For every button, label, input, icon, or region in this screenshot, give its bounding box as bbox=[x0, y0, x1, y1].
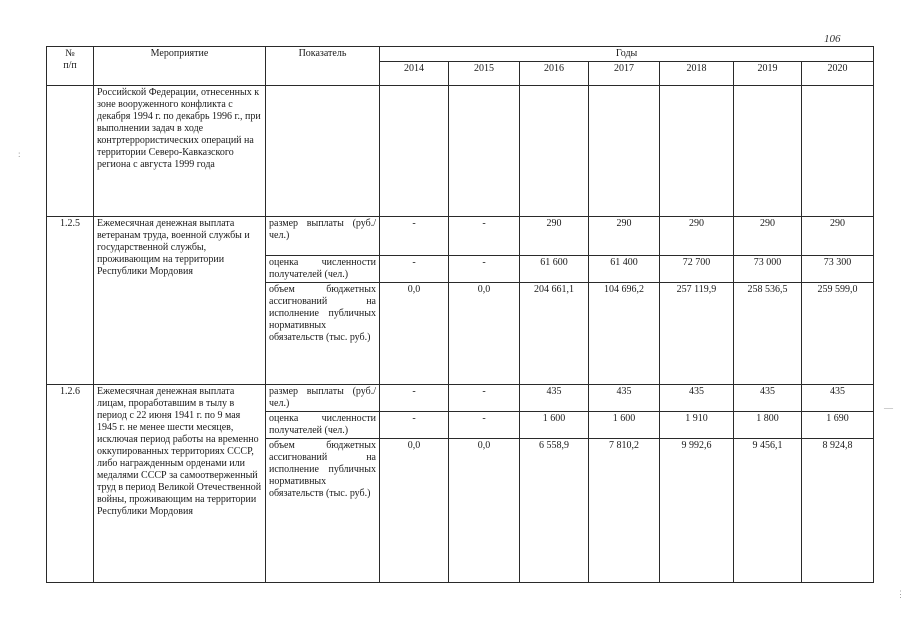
row-number bbox=[47, 86, 94, 217]
header-year: 2019 bbox=[734, 62, 802, 86]
value-cell: 1 800 bbox=[734, 412, 802, 439]
value-cell: 104 696,2 bbox=[589, 283, 660, 385]
value-cell: 1 600 bbox=[589, 412, 660, 439]
value-cell: 61 600 bbox=[520, 256, 589, 283]
value-cell: 290 bbox=[589, 217, 660, 256]
header-year: 2015 bbox=[449, 62, 520, 86]
value-cell: 435 bbox=[734, 385, 802, 412]
value-cell: - bbox=[380, 412, 449, 439]
value-cell: 435 bbox=[802, 385, 874, 412]
row-number: 1.2.5 bbox=[47, 217, 94, 385]
value-cell: 1 690 bbox=[802, 412, 874, 439]
header-year: 2020 bbox=[802, 62, 874, 86]
header-no: № п/п bbox=[47, 47, 94, 86]
value-cell: 73 300 bbox=[802, 256, 874, 283]
value-cell: 259 599,0 bbox=[802, 283, 874, 385]
value-cell bbox=[520, 86, 589, 217]
indicator-cell bbox=[266, 86, 380, 217]
indicator-cell: размер выплаты (руб./ чел.) bbox=[266, 217, 380, 256]
header-year: 2014 bbox=[380, 62, 449, 86]
activity-text: Ежемесячная денежная выплата ветеранам труда, военной службы и государственной службы, проживающим на территории Республики Мордовия bbox=[94, 217, 266, 385]
header-year: 2017 bbox=[589, 62, 660, 86]
value-cell bbox=[449, 86, 520, 217]
table-row bbox=[47, 217, 874, 256]
budget-table bbox=[46, 46, 874, 583]
value-cell: 0,0 bbox=[380, 439, 449, 583]
value-cell: 0,0 bbox=[449, 283, 520, 385]
value-cell: 435 bbox=[660, 385, 734, 412]
value-cell: - bbox=[449, 217, 520, 256]
scan-artifact: — bbox=[884, 403, 893, 413]
indicator-cell: объем бюджетных ассигнований на исполнение публичных нормативных обязательств (тыс. руб.) bbox=[266, 283, 380, 385]
row-number: 1.2.6 bbox=[47, 385, 94, 583]
value-cell: 73 000 bbox=[734, 256, 802, 283]
value-cell: 6 558,9 bbox=[520, 439, 589, 583]
value-cell: 290 bbox=[520, 217, 589, 256]
page-number: 106 bbox=[824, 33, 841, 45]
indicator-cell: объем бюджетных ассигнований на исполнение публичных нормативных обязательств (тыс. руб.) bbox=[266, 439, 380, 583]
value-cell: 1 600 bbox=[520, 412, 589, 439]
activity-text: Ежемесячная денежная выплата лицам, проработавшим в тылу в период с 22 июня 1941 г. по 9 мая 1945 г. не менее шести месяцев, исключая период работы на временно оккупированных территориях СССР, либо награжденным орденами или медалями СССР за самоотверженный труд в период Великой Отечественной войны, проживающим на территории Республики Мордовия bbox=[94, 385, 266, 583]
value-cell bbox=[380, 86, 449, 217]
value-cell: 61 400 bbox=[589, 256, 660, 283]
value-cell bbox=[734, 86, 802, 217]
value-cell: 435 bbox=[520, 385, 589, 412]
value-cell: 435 bbox=[589, 385, 660, 412]
value-cell: 0,0 bbox=[449, 439, 520, 583]
value-cell: 290 bbox=[734, 217, 802, 256]
value-cell: 1 910 bbox=[660, 412, 734, 439]
indicator-cell: оценка численности получателей (чел.) bbox=[266, 256, 380, 283]
activity-text: Российской Федерации, отнесенных к зоне вооруженного конфликта с декабря 1994 г. по декабрь 1996 г., при выполнении задач в ходе контртеррористических операций на территории Северо-Кавказского региона с августа 1999 года bbox=[94, 86, 266, 217]
value-cell: 9 456,1 bbox=[734, 439, 802, 583]
header-year: 2018 bbox=[660, 62, 734, 86]
value-cell: - bbox=[449, 256, 520, 283]
indicator-cell: оценка численности получателей (чел.) bbox=[266, 412, 380, 439]
value-cell: - bbox=[449, 412, 520, 439]
value-cell: 72 700 bbox=[660, 256, 734, 283]
header-years: Годы bbox=[380, 47, 874, 62]
value-cell bbox=[802, 86, 874, 217]
value-cell: 257 119,9 bbox=[660, 283, 734, 385]
value-cell: - bbox=[449, 385, 520, 412]
value-cell bbox=[589, 86, 660, 217]
header-year: 2016 bbox=[520, 62, 589, 86]
indicator-cell: размер выплаты (руб./ чел.) bbox=[266, 385, 380, 412]
value-cell: 9 992,6 bbox=[660, 439, 734, 583]
value-cell: 8 924,8 bbox=[802, 439, 874, 583]
header-activity: Мероприятие bbox=[94, 47, 266, 86]
value-cell: 7 810,2 bbox=[589, 439, 660, 583]
table-row bbox=[47, 385, 874, 412]
table-row bbox=[47, 86, 874, 217]
value-cell: 0,0 bbox=[380, 283, 449, 385]
value-cell: 258 536,5 bbox=[734, 283, 802, 385]
value-cell: 290 bbox=[660, 217, 734, 256]
header-indicator: Показатель bbox=[266, 47, 380, 86]
value-cell: - bbox=[380, 385, 449, 412]
value-cell: 290 bbox=[802, 217, 874, 256]
scan-artifact: : bbox=[18, 149, 21, 159]
value-cell: 204 661,1 bbox=[520, 283, 589, 385]
scan-artifact: ⋮ bbox=[896, 589, 905, 599]
value-cell bbox=[660, 86, 734, 217]
value-cell: - bbox=[380, 256, 449, 283]
value-cell: - bbox=[380, 217, 449, 256]
